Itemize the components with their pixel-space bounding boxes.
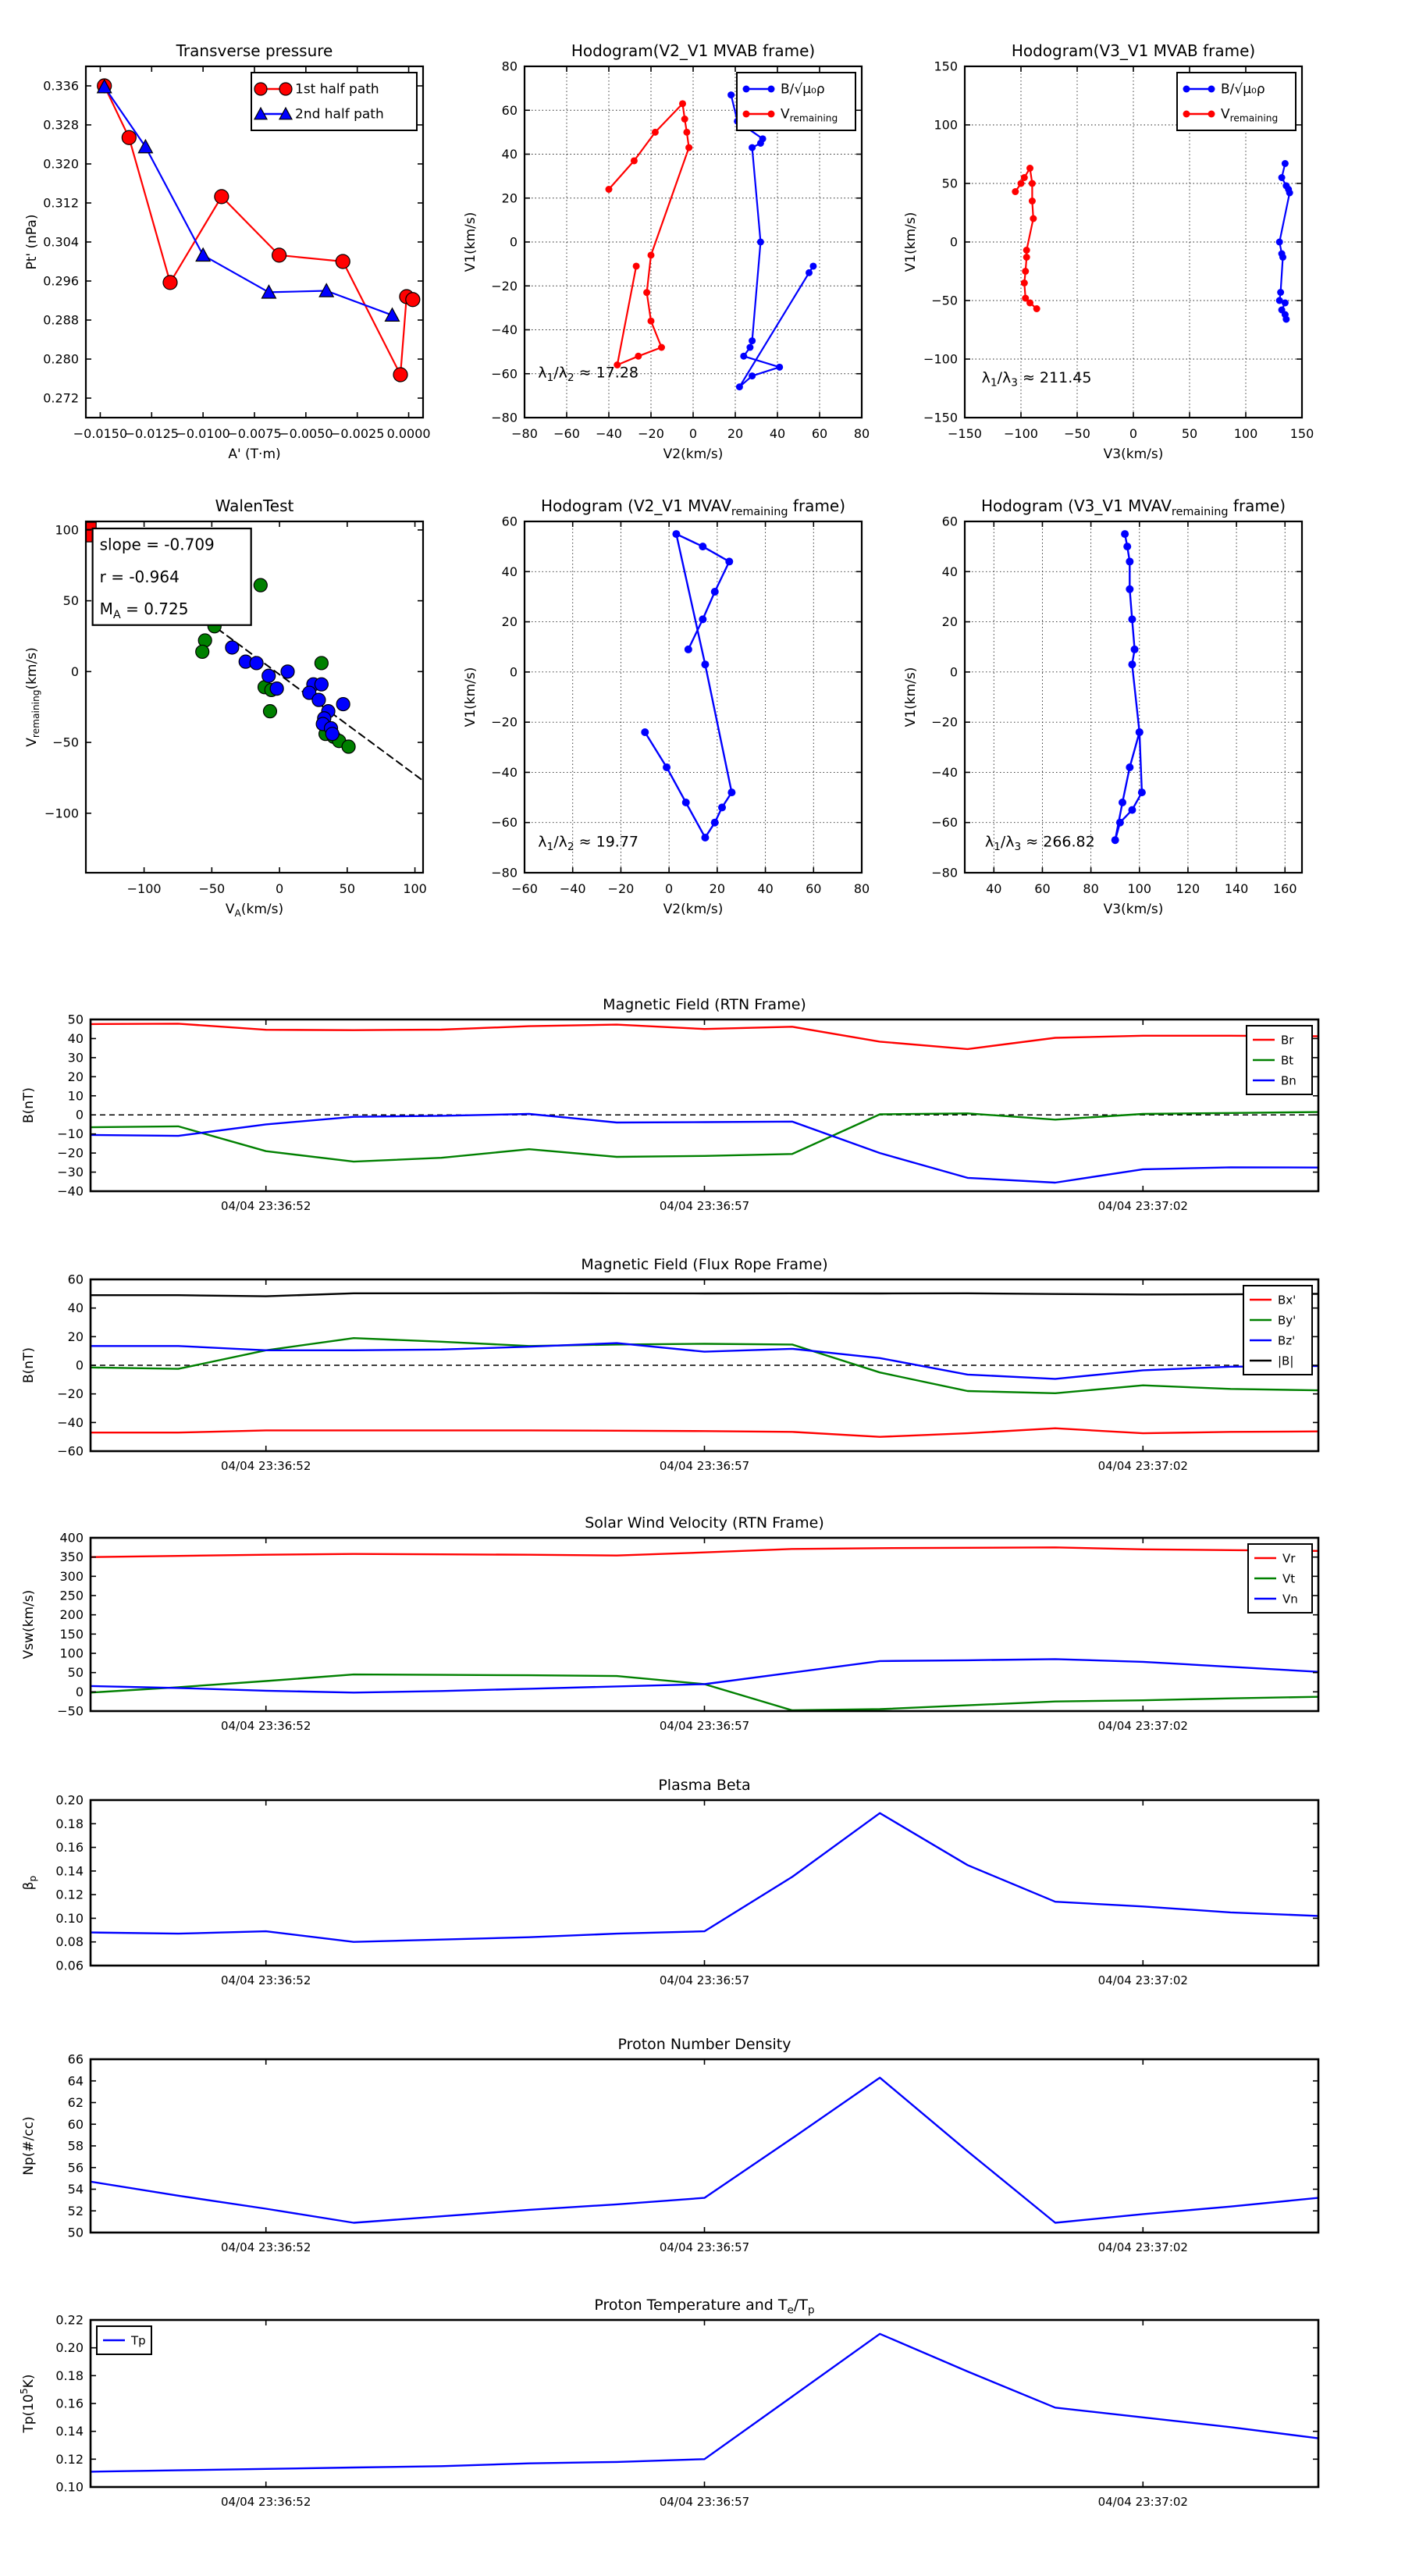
svg-text:βp: $\beta_p$ [21, 1875, 39, 1891]
svg-text:Vr: Vr [1282, 1551, 1296, 1566]
svg-text:2nd half path: 2nd half path [295, 106, 384, 123]
svg-text:60: 60 [501, 102, 518, 118]
svg-text:350: 350 [59, 1550, 84, 1565]
svg-text:04/04 23:36:52: 04/04 23:36:52 [221, 2495, 311, 2509]
svg-text:40: 40 [757, 881, 774, 896]
svg-text:λ1/λ3 ≈ 211.45: $\lambda_1/\lambda_3 \approx 211.45$ [981, 369, 1092, 390]
svg-text:−100: −100 [126, 881, 162, 896]
chart-proton-density-series [91, 2078, 1318, 2223]
svg-text:0.20: 0.20 [55, 1792, 84, 1808]
svg-text:Vsw(km/s): Vsw(km/s) [21, 1589, 37, 1660]
svg-text:60: 60 [811, 426, 828, 441]
svg-text:30: 30 [67, 1050, 84, 1066]
chart-transverse-pressure [24, 41, 431, 462]
svg-text:0.328: 0.328 [43, 117, 79, 133]
chart-hodogram-v2v1-mvab [463, 41, 870, 462]
svg-text:−0.0025: −0.0025 [330, 426, 385, 441]
svg-text:0: 0 [75, 1684, 84, 1699]
chart-hodogram-v2v1-mvab-legend [737, 73, 855, 130]
svg-text:60: 60 [501, 514, 518, 529]
svg-text:−20: −20 [57, 1386, 84, 1402]
svg-text:0: 0 [70, 664, 79, 679]
svg-text:−0.0075: −0.0075 [227, 426, 282, 441]
svg-text:Proton Number Density: Proton Number Density [617, 2036, 791, 2053]
svg-text:Vremaining: $V_{remaining}$ [1221, 106, 1279, 124]
svg-text:10: 10 [67, 1088, 84, 1104]
chart-hodogram-v2v1-mvav-series [641, 530, 735, 841]
svg-text:200: 200 [59, 1607, 84, 1623]
chart-hodogram-v2v1-mvab-series [606, 91, 817, 390]
chart-hodogram-v3v1-mvav-series [1112, 530, 1146, 844]
svg-text:40: 40 [67, 1030, 84, 1046]
svg-text:Bz': Bz' [1278, 1333, 1296, 1348]
svg-text:20: 20 [709, 881, 726, 896]
svg-text:−80: −80 [491, 410, 518, 425]
svg-text:Tp(105K): $Tp(10^5K)$ [18, 2374, 37, 2433]
svg-text:62: 62 [67, 2095, 84, 2110]
svg-text:54: 54 [67, 2182, 84, 2197]
svg-text:−60: −60 [553, 426, 580, 441]
svg-text:0: 0 [509, 664, 518, 680]
svg-text:0.14: 0.14 [55, 2424, 84, 2439]
svg-text:−30: −30 [57, 1165, 84, 1180]
svg-text:0: 0 [75, 1357, 84, 1373]
svg-text:04/04 23:36:57: 04/04 23:36:57 [659, 2240, 750, 2254]
svg-text:Magnetic Field (Flux Rope Fram: Magnetic Field (Flux Rope Frame) [581, 1256, 828, 1273]
svg-text:0.0000: 0.0000 [386, 426, 431, 441]
svg-text:B(nT): B(nT) [21, 1347, 37, 1384]
svg-text:λ1/λ2 ≈ 17.28: $\lambda_1/\lambda_2 \approx 17.28$ [538, 364, 639, 384]
svg-text:80: 80 [1083, 881, 1099, 896]
svg-text:0: 0 [75, 1107, 84, 1123]
svg-text:04/04 23:36:52: 04/04 23:36:52 [221, 1199, 311, 1213]
svg-text:0.16: 0.16 [55, 2396, 84, 2411]
svg-text:0.18: 0.18 [55, 1816, 84, 1831]
svg-text:0.296: 0.296 [43, 273, 79, 289]
svg-text:60: 60 [941, 514, 958, 529]
svg-text:40: 40 [941, 564, 958, 579]
svg-text:Magnetic Field (RTN Frame): Magnetic Field (RTN Frame) [603, 996, 806, 1013]
svg-text:04/04 23:37:02: 04/04 23:37:02 [1097, 1719, 1188, 1733]
chart-plasma-beta [21, 1777, 1318, 1987]
svg-text:0.20: 0.20 [55, 2340, 84, 2356]
svg-text:Hodogram (V3_V1 MVAVremaining: Hodogram (V3_V1 $MVAV_{remaining}$ frame) [980, 496, 1286, 518]
chart-proton-density [21, 2036, 1318, 2254]
svg-text:20: 20 [941, 614, 958, 630]
svg-text:80: 80 [501, 59, 518, 74]
svg-text:−40: −40 [491, 322, 518, 337]
svg-text:V1(km/s): V1(km/s) [463, 212, 478, 272]
svg-text:0.12: 0.12 [55, 1887, 84, 1902]
svg-text:Hodogram(V2_V1 MVAB frame): Hodogram(V2_V1 MVAB frame) [571, 41, 816, 60]
svg-text:400: 400 [59, 1530, 84, 1546]
svg-text:60: 60 [1034, 881, 1051, 896]
svg-text:−20: −20 [491, 278, 518, 294]
svg-text:V3(km/s): V3(km/s) [1103, 902, 1164, 917]
svg-text:20: 20 [501, 190, 518, 206]
svg-text:20: 20 [727, 426, 744, 441]
chart-b-rtn [21, 996, 1318, 1213]
svg-text:−60: −60 [491, 366, 518, 382]
chart-vsw-rtn-legend [1248, 1544, 1312, 1613]
svg-text:Vn: Vn [1282, 1592, 1298, 1606]
svg-text:−20: −20 [491, 714, 518, 730]
svg-text:60: 60 [806, 881, 822, 896]
svg-text:0: 0 [1129, 426, 1138, 441]
svg-text:λ1/λ2 ≈ 19.77: $\lambda_1/\lambda_2 \approx 19.77$ [538, 833, 639, 853]
svg-text:V1(km/s): V1(km/s) [903, 212, 919, 272]
chart-proton-temp-legend [97, 2326, 151, 2354]
svg-text:−100: −100 [1004, 426, 1038, 441]
svg-text:52: 52 [67, 2203, 84, 2218]
svg-text:0.272: 0.272 [43, 390, 79, 406]
svg-text:50: 50 [67, 1665, 84, 1681]
svg-text:−20: −20 [57, 1145, 84, 1161]
chart-walen-test [24, 496, 427, 919]
svg-text:0.10: 0.10 [55, 2479, 84, 2495]
svg-text:0.16: 0.16 [55, 1840, 84, 1856]
svg-text:100: 100 [403, 881, 427, 896]
svg-text:04/04 23:36:52: 04/04 23:36:52 [221, 2240, 311, 2254]
svg-text:0: 0 [509, 234, 518, 250]
svg-text:−0.0100: −0.0100 [176, 426, 230, 441]
svg-text:120: 120 [1176, 881, 1200, 896]
svg-text:04/04 23:36:57: 04/04 23:36:57 [659, 1719, 750, 1733]
svg-text:0.280: 0.280 [43, 351, 79, 367]
svg-text:04/04 23:36:52: 04/04 23:36:52 [221, 1459, 311, 1473]
svg-text:−100: −100 [44, 806, 79, 821]
chart-hodogram-v3v1-mvab [903, 41, 1314, 462]
svg-text:−0.0150: −0.0150 [73, 426, 128, 441]
chart-b-rtn-series [91, 1023, 1318, 1183]
svg-text:150: 150 [59, 1626, 84, 1642]
svg-text:B/√μ₀ρ: B/√μ₀ρ [781, 81, 825, 98]
svg-text:−60: −60 [511, 881, 538, 896]
chart-vsw-rtn [21, 1514, 1318, 1733]
svg-text:40: 40 [501, 564, 518, 579]
svg-text:V2(km/s): V2(km/s) [663, 447, 724, 462]
svg-text:140: 140 [1224, 881, 1249, 896]
svg-text:Np(#/cc): Np(#/cc) [21, 2116, 37, 2176]
svg-text:WalenTest: WalenTest [215, 496, 294, 515]
svg-text:−20: −20 [931, 714, 958, 730]
svg-text:100: 100 [1233, 426, 1258, 441]
svg-text:250: 250 [59, 1588, 84, 1603]
svg-text:V1(km/s): V1(km/s) [903, 667, 919, 728]
svg-text:−60: −60 [57, 1443, 84, 1459]
svg-text:64: 64 [67, 2073, 84, 2089]
svg-text:Plasma Beta: Plasma Beta [658, 1777, 751, 1794]
svg-text:−40: −40 [57, 1414, 84, 1430]
svg-text:50: 50 [67, 2225, 84, 2240]
svg-text:58: 58 [67, 2138, 84, 2154]
svg-text:0.336: 0.336 [43, 78, 79, 94]
svg-text:66: 66 [67, 2051, 84, 2067]
svg-text:04/04 23:37:02: 04/04 23:37:02 [1097, 1973, 1188, 1987]
svg-text:0: 0 [276, 881, 284, 896]
svg-text:04/04 23:36:57: 04/04 23:36:57 [659, 1973, 750, 1987]
chart-b-fluxrope-legend [1243, 1286, 1312, 1375]
svg-text:MA = 0.725: $M_A = 0.725$ [99, 600, 189, 621]
svg-text:r = -0.964: r = -0.964 [99, 567, 180, 586]
svg-text:−0.0050: −0.0050 [279, 426, 333, 441]
svg-text:0.288: 0.288 [43, 312, 79, 328]
svg-text:50: 50 [1181, 426, 1198, 441]
svg-text:0.18: 0.18 [55, 2368, 84, 2383]
svg-text:80: 80 [853, 426, 870, 441]
svg-text:−50: −50 [931, 293, 958, 308]
svg-text:04/04 23:37:02: 04/04 23:37:02 [1097, 2240, 1188, 2254]
svg-text:−40: −40 [491, 764, 518, 780]
svg-text:150: 150 [934, 59, 958, 74]
svg-text:50: 50 [62, 593, 79, 609]
svg-text:04/04 23:36:57: 04/04 23:36:57 [659, 1199, 750, 1213]
svg-text:−150: −150 [923, 410, 958, 425]
svg-text:0.304: 0.304 [43, 234, 79, 250]
svg-text:80: 80 [853, 881, 870, 896]
svg-text:V3(km/s): V3(km/s) [1103, 447, 1164, 462]
chart-transverse-pressure-legend [251, 73, 417, 130]
svg-text:−10: −10 [57, 1126, 84, 1142]
svg-text:V1(km/s): V1(km/s) [463, 667, 478, 728]
svg-text:−40: −40 [57, 1183, 84, 1199]
chart-vsw-rtn-series [91, 1547, 1318, 1710]
svg-text:60: 60 [67, 1272, 84, 1287]
svg-text:Vremaining(km/s): $V_{remaining}(km/s)$ [24, 647, 42, 747]
svg-text:Tp: Tp [131, 2333, 146, 2348]
svg-text:100: 100 [59, 1646, 84, 1661]
svg-text:0.06: 0.06 [55, 1958, 84, 1973]
svg-text:−80: −80 [491, 865, 518, 881]
svg-text:04/04 23:36:52: 04/04 23:36:52 [221, 1719, 311, 1733]
svg-text:100: 100 [55, 522, 79, 538]
svg-text:0: 0 [949, 664, 958, 680]
svg-text:0.22: 0.22 [55, 2312, 84, 2328]
svg-text:Pt' (nPa): Pt' (nPa) [24, 214, 40, 270]
svg-text:B(nT): B(nT) [21, 1087, 37, 1124]
svg-text:0.320: 0.320 [43, 156, 79, 172]
svg-text:−50: −50 [52, 735, 79, 750]
svg-text:160: 160 [1272, 881, 1297, 896]
svg-text:20: 20 [67, 1069, 84, 1084]
chart-proton-temp [19, 2297, 1318, 2509]
svg-text:−100: −100 [923, 351, 958, 367]
svg-text:04/04 23:36:52: 04/04 23:36:52 [221, 1973, 311, 1987]
svg-text:−150: −150 [948, 426, 982, 441]
svg-text:|B|: |B| [1278, 1354, 1294, 1368]
svg-text:60: 60 [67, 2116, 84, 2132]
svg-text:Br: Br [1281, 1033, 1294, 1048]
svg-text:−60: −60 [931, 815, 958, 831]
svg-text:−80: −80 [511, 426, 538, 441]
svg-text:50: 50 [941, 176, 958, 191]
chart-b-fluxrope [21, 1256, 1318, 1473]
svg-text:0.08: 0.08 [55, 1934, 84, 1950]
chart-proton-temp-series [91, 2334, 1318, 2472]
chart-b-rtn-legend [1247, 1026, 1312, 1094]
svg-text:slope = -0.709: slope = -0.709 [99, 535, 215, 554]
svg-text:100: 100 [1127, 881, 1152, 896]
svg-text:300: 300 [59, 1568, 84, 1584]
svg-text:04/04 23:37:02: 04/04 23:37:02 [1097, 2495, 1188, 2509]
chart-hodogram-v3v1-mvab-legend [1177, 73, 1296, 130]
svg-text:−50: −50 [1064, 426, 1090, 441]
svg-text:50: 50 [67, 1012, 84, 1027]
svg-text:B/√μ₀ρ: B/√μ₀ρ [1221, 81, 1265, 98]
svg-text:0: 0 [688, 426, 698, 441]
svg-text:1st half path: 1st half path [295, 81, 379, 98]
svg-text:04/04 23:36:57: 04/04 23:36:57 [659, 1459, 750, 1473]
svg-text:−40: −40 [559, 881, 586, 896]
svg-text:04/04 23:37:02: 04/04 23:37:02 [1097, 1199, 1188, 1213]
svg-text:40: 40 [67, 1300, 84, 1316]
svg-text:By': By' [1278, 1313, 1297, 1328]
svg-text:−80: −80 [931, 865, 958, 881]
chart-plasma-beta-series [91, 1813, 1318, 1942]
svg-text:−40: −40 [931, 764, 958, 780]
svg-text:Vremaining: $V_{remaining}$ [781, 106, 838, 124]
svg-text:Proton Temperature and Te/Tp: Proton Temperature and $T_e/T_p$ [594, 2297, 815, 2317]
svg-text:−20: −20 [607, 881, 635, 896]
svg-text:λ1/λ3 ≈ 266.82: $\lambda_1/\lambda_3 \approx 266.82$ [984, 833, 1095, 853]
svg-text:0.12: 0.12 [55, 2451, 84, 2467]
svg-text:0: 0 [949, 234, 958, 250]
svg-text:A' (T·m): A' (T·m) [228, 447, 281, 462]
svg-text:20: 20 [501, 614, 518, 630]
svg-text:40: 40 [501, 147, 518, 162]
svg-text:Bt: Bt [1281, 1053, 1294, 1068]
svg-text:Hodogram (V2_V1 MVAVremaining: Hodogram (V2_V1 $MVAV_{remaining}$ frame) [540, 496, 846, 518]
svg-text:100: 100 [934, 117, 958, 133]
svg-text:50: 50 [339, 881, 356, 896]
svg-text:−40: −40 [596, 426, 622, 441]
chart-hodogram-v3v1-mvab-series [1012, 160, 1293, 323]
svg-text:−50: −50 [198, 881, 226, 896]
svg-text:40: 40 [986, 881, 1002, 896]
svg-text:Transverse pressure: Transverse pressure [176, 41, 333, 60]
svg-text:56: 56 [67, 2160, 84, 2176]
svg-text:Hodogram(V3_V1 MVAB frame): Hodogram(V3_V1 MVAB frame) [1011, 41, 1256, 60]
svg-text:Bx': Bx' [1278, 1293, 1297, 1308]
svg-text:0.312: 0.312 [43, 195, 79, 211]
svg-text:0.10: 0.10 [55, 1910, 84, 1926]
svg-text:−50: −50 [57, 1703, 84, 1719]
svg-text:V2(km/s): V2(km/s) [663, 902, 724, 917]
svg-text:Vt: Vt [1282, 1571, 1296, 1586]
svg-text:20: 20 [67, 1329, 84, 1344]
svg-text:0: 0 [665, 881, 674, 896]
svg-text:−60: −60 [491, 815, 518, 831]
svg-text:40: 40 [769, 426, 786, 441]
svg-text:Solar Wind Velocity (RTN Frame: Solar Wind Velocity (RTN Frame) [585, 1514, 824, 1532]
chart-hodogram-v2v1-mvav [463, 496, 870, 917]
svg-text:04/04 23:37:02: 04/04 23:37:02 [1097, 1459, 1188, 1473]
svg-text:−20: −20 [638, 426, 664, 441]
svg-text:0.14: 0.14 [55, 1863, 84, 1879]
svg-text:04/04 23:36:57: 04/04 23:36:57 [659, 2495, 750, 2509]
svg-text:150: 150 [1289, 426, 1314, 441]
chart-hodogram-v3v1-mvav [903, 496, 1302, 917]
svg-text:VA(km/s): $V_A(km/s)$ [225, 902, 284, 920]
svg-text:−0.0125: −0.0125 [124, 426, 179, 441]
svg-text:Bn: Bn [1281, 1073, 1297, 1088]
